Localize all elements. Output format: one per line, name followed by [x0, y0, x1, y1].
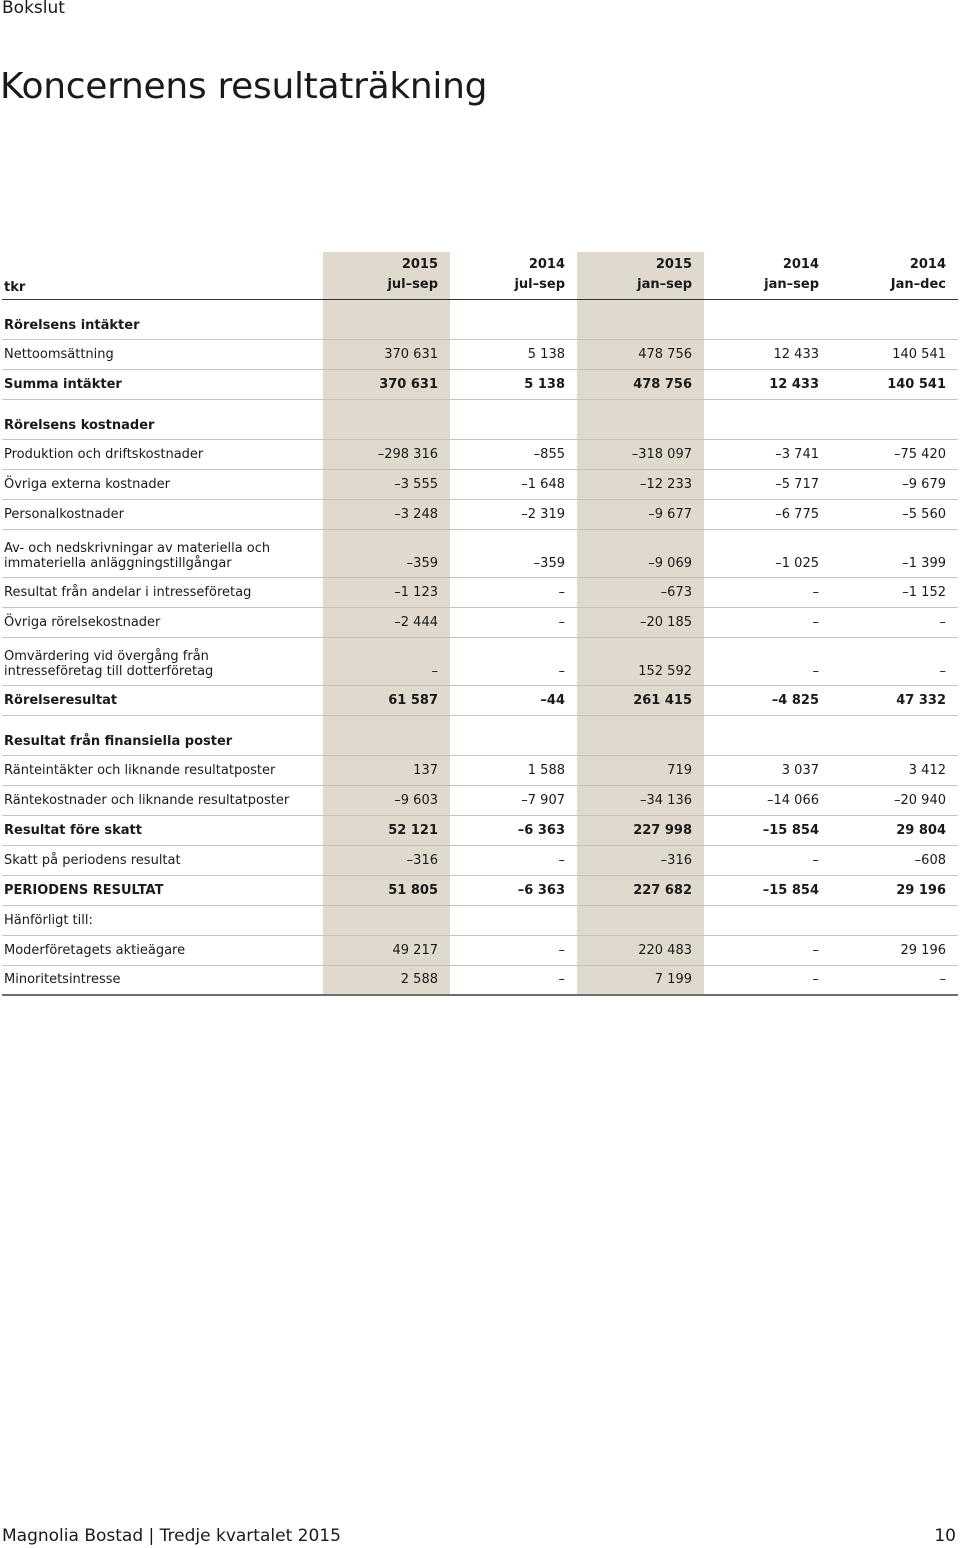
column-period: jul–sep [514, 276, 565, 292]
table-row [2, 299, 958, 339]
value-cell: 370 631 [323, 339, 450, 369]
value-cell: 51 805 [323, 875, 450, 905]
table-row [2, 785, 958, 815]
value-cell: 220 483 [577, 935, 704, 965]
value-cell: 61 587 [323, 685, 450, 715]
value-cell: –1 399 [831, 529, 958, 577]
row-label: Rörelsens kostnader [2, 399, 323, 439]
value-cell: 140 541 [831, 339, 958, 369]
value-cell: –6 363 [450, 815, 577, 845]
row-label: Ränteintäkter och liknande resultatposter [2, 755, 323, 785]
value-cell: 140 541 [831, 369, 958, 399]
value-cell: –4 825 [704, 685, 831, 715]
value-cell: –34 136 [577, 785, 704, 815]
value-cell: –1 648 [450, 469, 577, 499]
row-label: Resultat från finansiella poster [2, 715, 323, 755]
column-year: 2014 [909, 256, 946, 272]
row-label: Resultat från andelar i intresseföretag [2, 577, 323, 607]
column-year: 2014 [782, 256, 819, 272]
value-cell [704, 399, 831, 439]
value-cell: –673 [577, 577, 704, 607]
value-cell: – [704, 607, 831, 637]
column-period: jan–sep [637, 276, 692, 292]
row-label: Rörelseresultat [2, 685, 323, 715]
row-label: Övriga rörelsekostnader [2, 607, 323, 637]
table-row [2, 339, 958, 369]
table-row [2, 469, 958, 499]
value-cell: 478 756 [577, 369, 704, 399]
value-cell: –6 363 [450, 875, 577, 905]
table-row [2, 607, 958, 637]
value-cell [831, 399, 958, 439]
value-cell: 5 138 [450, 369, 577, 399]
value-cell: 5 138 [450, 339, 577, 369]
column-header [704, 252, 831, 299]
table-header-row [2, 252, 958, 299]
value-cell [450, 399, 577, 439]
value-cell [577, 715, 704, 755]
column-period: jan–sep [764, 276, 819, 292]
value-cell: –316 [323, 845, 450, 875]
table-row [2, 815, 958, 845]
row-label: Minoritetsintresse [2, 965, 323, 995]
value-cell: –9 677 [577, 499, 704, 529]
footer-text: Magnolia Bostad | Tredje kvartalet 2015 [2, 1526, 341, 1546]
income-statement-table-wrapper [2, 252, 958, 996]
value-cell: 137 [323, 755, 450, 785]
section-label: Bokslut [2, 0, 65, 18]
column-period: jul–sep [387, 276, 438, 292]
table-row [2, 637, 958, 685]
value-cell: –6 775 [704, 499, 831, 529]
value-cell: –316 [577, 845, 704, 875]
value-cell [704, 715, 831, 755]
column-period: Jan–dec [890, 276, 946, 292]
value-cell: –855 [450, 439, 577, 469]
value-cell: – [704, 577, 831, 607]
value-cell: –359 [323, 529, 450, 577]
table-row [2, 755, 958, 785]
value-cell: 261 415 [577, 685, 704, 715]
row-label: Summa intäkter [2, 369, 323, 399]
row-label: Personalkostnader [2, 499, 323, 529]
value-cell: – [831, 607, 958, 637]
value-cell: – [831, 965, 958, 995]
column-header [450, 252, 577, 299]
value-cell: –1 152 [831, 577, 958, 607]
row-label: Moderföretagets aktieägare [2, 935, 323, 965]
row-label: PERIODENS RESULTAT [2, 875, 323, 905]
row-label: Hänförligt till: [2, 905, 323, 935]
value-cell: –75 420 [831, 439, 958, 469]
table-row [2, 715, 958, 755]
value-cell: 49 217 [323, 935, 450, 965]
value-cell: 7 199 [577, 965, 704, 995]
value-cell: –7 907 [450, 785, 577, 815]
table-row [2, 439, 958, 469]
value-cell [704, 905, 831, 935]
value-cell: –15 854 [704, 815, 831, 845]
column-year: 2015 [401, 256, 438, 272]
value-cell: – [450, 607, 577, 637]
value-cell: 47 332 [831, 685, 958, 715]
value-cell: –2 319 [450, 499, 577, 529]
value-cell [323, 905, 450, 935]
row-label: Produktion och driftskostnader [2, 439, 323, 469]
value-cell: 2 588 [323, 965, 450, 995]
table-row [2, 529, 958, 577]
table-row [2, 845, 958, 875]
value-cell: 52 121 [323, 815, 450, 845]
row-label: Nettoomsättning [2, 339, 323, 369]
value-cell [450, 299, 577, 339]
row-label: Rörelsens intäkter [2, 299, 323, 339]
value-cell: – [450, 935, 577, 965]
value-cell: –5 560 [831, 499, 958, 529]
value-cell: 152 592 [577, 637, 704, 685]
value-cell [577, 299, 704, 339]
row-label: Övriga externa kostnader [2, 469, 323, 499]
row-label: Av- och nedskrivningar av materiella och immateriella anläggningstillgångar [2, 529, 323, 577]
value-cell: –5 717 [704, 469, 831, 499]
value-cell: –2 444 [323, 607, 450, 637]
table-row [2, 685, 958, 715]
table-row [2, 935, 958, 965]
value-cell: 1 588 [450, 755, 577, 785]
value-cell: –608 [831, 845, 958, 875]
value-cell: –298 316 [323, 439, 450, 469]
table-row [2, 499, 958, 529]
table-row [2, 875, 958, 905]
table-row [2, 905, 958, 935]
value-cell: –3 741 [704, 439, 831, 469]
table-row [2, 577, 958, 607]
value-cell: –9 679 [831, 469, 958, 499]
value-cell [704, 299, 831, 339]
row-label: Räntekostnader och liknande resultatposter [2, 785, 323, 815]
table-row [2, 965, 958, 995]
value-cell [831, 905, 958, 935]
column-year: 2014 [528, 256, 565, 272]
value-cell: 227 998 [577, 815, 704, 845]
value-cell: –1 025 [704, 529, 831, 577]
value-cell [831, 715, 958, 755]
value-cell: – [450, 577, 577, 607]
value-cell: – [450, 637, 577, 685]
value-cell [577, 905, 704, 935]
value-cell: –318 097 [577, 439, 704, 469]
page-number: 10 [934, 1526, 956, 1546]
row-label: Resultat före skatt [2, 815, 323, 845]
value-cell: 3 037 [704, 755, 831, 785]
value-cell: –12 233 [577, 469, 704, 499]
value-cell: – [450, 845, 577, 875]
value-cell: – [704, 935, 831, 965]
value-cell: –3 555 [323, 469, 450, 499]
income-statement-table [2, 252, 958, 996]
value-cell: – [831, 637, 958, 685]
value-cell: 29 196 [831, 935, 958, 965]
column-header [831, 252, 958, 299]
table-body [2, 299, 958, 995]
value-cell: –9 069 [577, 529, 704, 577]
value-cell: –359 [450, 529, 577, 577]
value-cell: –20 940 [831, 785, 958, 815]
value-cell: –20 185 [577, 607, 704, 637]
value-cell: 227 682 [577, 875, 704, 905]
row-label: Omvärdering vid övergång från intresseföretag till dotterföretag [2, 637, 323, 685]
table-row [2, 369, 958, 399]
column-header [323, 252, 450, 299]
row-label: Skatt på periodens resultat [2, 845, 323, 875]
value-cell: –15 854 [704, 875, 831, 905]
value-cell: 12 433 [704, 369, 831, 399]
value-cell: – [323, 637, 450, 685]
value-cell: – [704, 637, 831, 685]
column-year: 2015 [655, 256, 692, 272]
value-cell [323, 399, 450, 439]
value-cell: –1 123 [323, 577, 450, 607]
value-cell [577, 399, 704, 439]
value-cell: –14 066 [704, 785, 831, 815]
page-title: Koncernens resultaträkning [0, 66, 488, 108]
value-cell: 3 412 [831, 755, 958, 785]
value-cell: 29 196 [831, 875, 958, 905]
value-cell: 478 756 [577, 339, 704, 369]
column-header [577, 252, 704, 299]
unit-label: tkr [2, 252, 323, 299]
value-cell [323, 299, 450, 339]
value-cell: 12 433 [704, 339, 831, 369]
value-cell: –44 [450, 685, 577, 715]
value-cell [450, 715, 577, 755]
value-cell: – [450, 965, 577, 995]
value-cell: 370 631 [323, 369, 450, 399]
value-cell: –9 603 [323, 785, 450, 815]
value-cell: – [704, 845, 831, 875]
value-cell [450, 905, 577, 935]
value-cell: 719 [577, 755, 704, 785]
value-cell [831, 299, 958, 339]
value-cell [323, 715, 450, 755]
table-row [2, 399, 958, 439]
value-cell: –3 248 [323, 499, 450, 529]
value-cell: – [704, 965, 831, 995]
value-cell: 29 804 [831, 815, 958, 845]
